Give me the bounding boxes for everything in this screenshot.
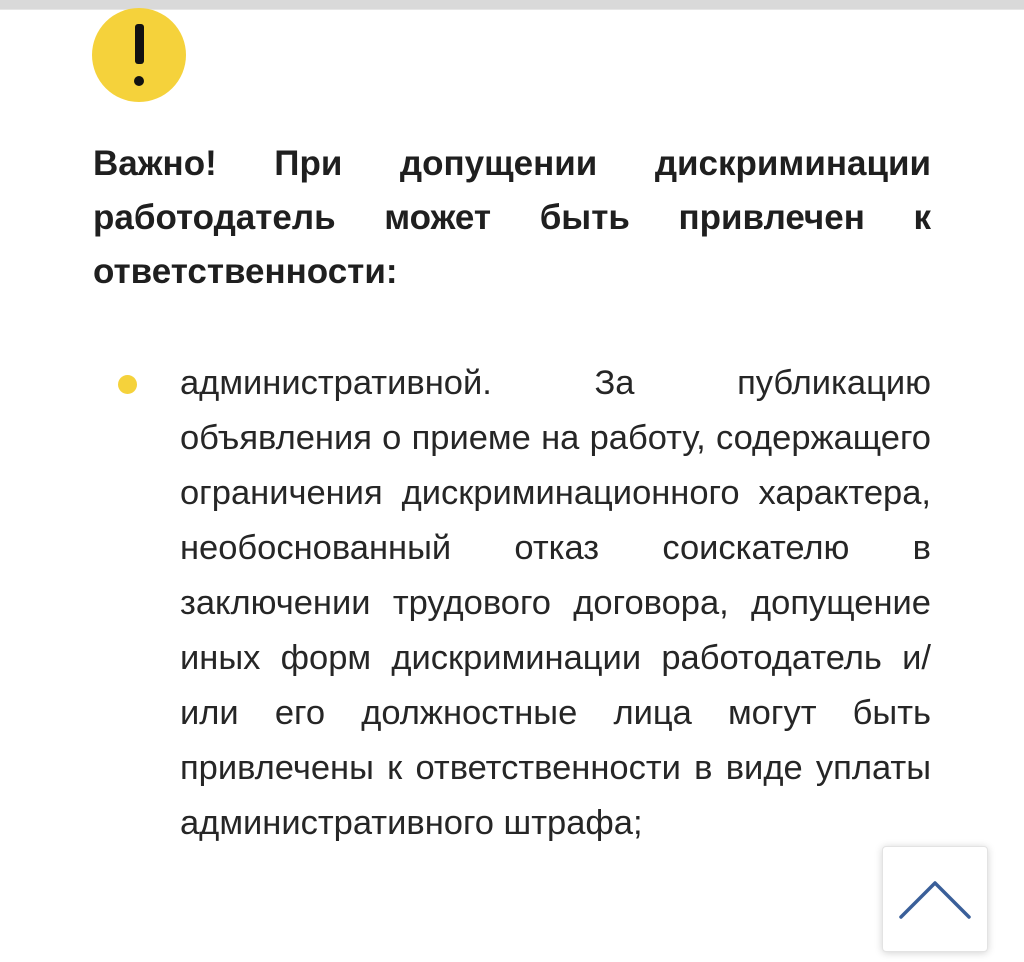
important-notice: Важно! При допущении дискриминации работодатель может быть привлечен к ответственности:	[93, 144, 931, 291]
bullet-dot-icon	[118, 375, 137, 394]
list-item-text: административной. За публикацию объявления о приеме на работу, содержащего ограничения дискриминационного характера, необоснованный отказ соискателю в заключении трудового договора, допущение иных форм дискриминации работодатель и/или его должностные лица могут быть привлечены к ответственности в виде уплаты административного штрафа;	[180, 364, 931, 842]
exclamation-icon	[92, 8, 186, 102]
scroll-to-top-button[interactable]	[882, 846, 988, 952]
chevron-up-icon	[898, 877, 972, 921]
exclamation-mark	[132, 24, 146, 86]
exclamation-dot	[134, 76, 144, 86]
exclamation-bar	[135, 24, 144, 64]
top-bar	[0, 0, 1024, 10]
